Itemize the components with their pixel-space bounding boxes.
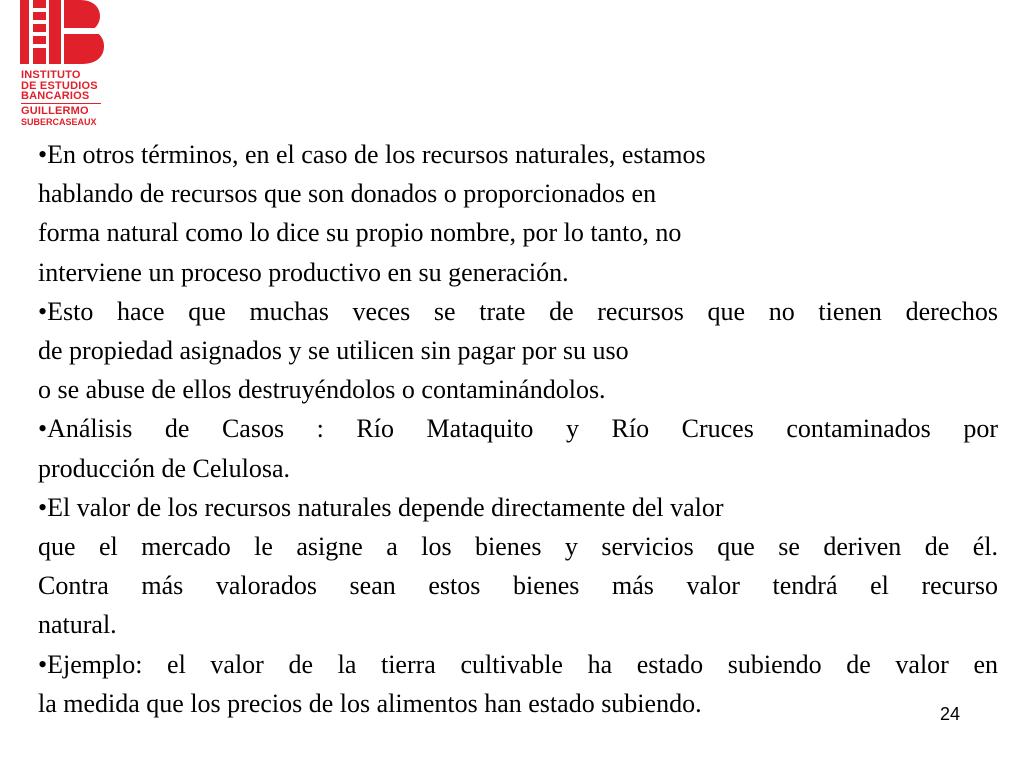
logo-line: GUILLERMO: [21, 105, 89, 117]
logo-line: INSTITUTO: [21, 69, 81, 81]
logo-line: SUBERCASEAUX: [21, 116, 97, 127]
text-line: producción de Celulosa.: [38, 453, 290, 483]
logo-line: DE ESTUDIOS: [21, 79, 98, 92]
logo-line: BANCARIOS: [21, 90, 90, 102]
page-number: 24: [940, 704, 961, 724]
text-line: la medida que los precios de los alimentos han estado subiendo.: [38, 688, 702, 718]
text-line: forma natural como lo dice su propio nombre, por lo tanto, no: [38, 218, 682, 248]
text-line: interviene un proceso productivo en su generación.: [38, 257, 569, 287]
text-line: que el mercado le asigne a los bienes y servicios que se deriven de él.: [38, 532, 998, 562]
text-line: hablando de recursos que son donados o proporcionados en: [38, 179, 657, 209]
text-line: o se abuse de ellos destruyéndolos o contaminándolos.: [38, 375, 606, 405]
text-line: •En otros términos, en el caso de los recursos naturales, estamos: [38, 140, 706, 169]
logo-wordmark: [21, 70, 121, 127]
text-line: •Esto hace que muchas veces se trate de recursos que no tienen derechos: [38, 296, 998, 326]
slide-body: [38, 135, 998, 723]
text-line: Contra más valorados sean estos bienes más valor tendrá el recurso: [38, 571, 998, 601]
text-line: •Ejemplo: el valor de la tierra cultivable ha estado subiendo de valor en: [38, 649, 998, 679]
text-line: •El valor de los recursos naturales depende directamente del valor: [38, 492, 724, 522]
text-line: •Análisis de Casos : Río Mataquito y Río Cruces contaminados por: [38, 414, 998, 444]
institute-logo: [18, 0, 110, 132]
text-line: de propiedad asignados y se utilicen sin pagar por su uso: [38, 336, 629, 366]
ieb-monogram-icon: [18, 0, 110, 70]
text-line: natural.: [38, 610, 117, 640]
logo-divider: [21, 103, 101, 105]
